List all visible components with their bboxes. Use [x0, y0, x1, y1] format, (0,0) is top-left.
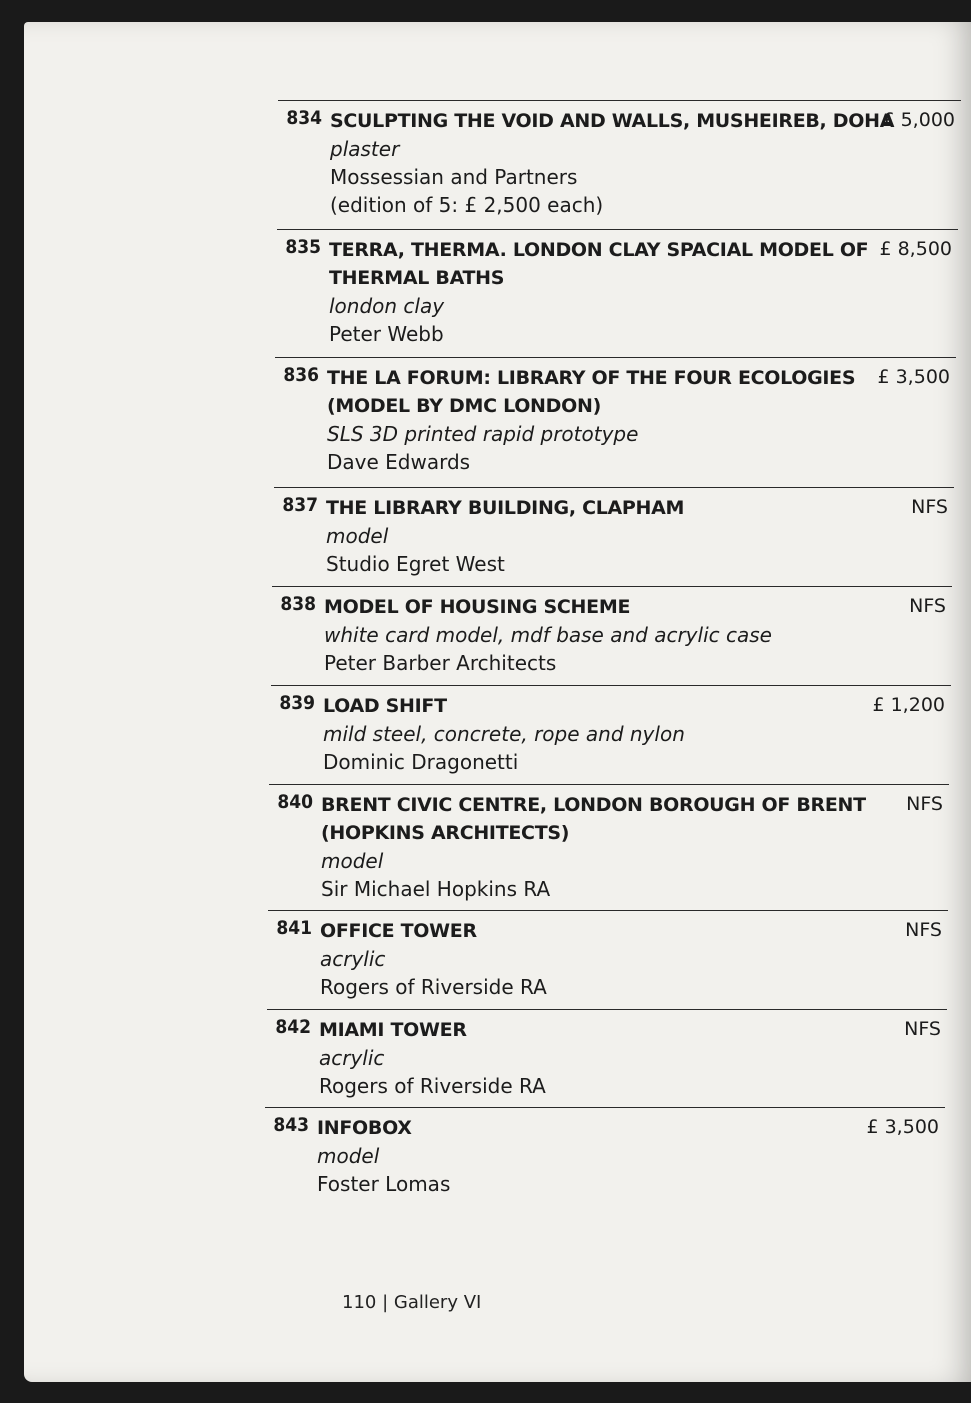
entry-number: 834: [286, 107, 322, 129]
entry-title: INFOBOX: [317, 1117, 412, 1139]
catalogue-entry-836: [275, 357, 956, 488]
entry-title: MIAMI TOWER: [319, 1019, 467, 1041]
entry-price: NFS: [904, 1018, 941, 1040]
entry-artist: Dave Edwards: [327, 450, 471, 474]
catalogue-entry-835: [277, 229, 958, 358]
entry-material: SLS 3D printed rapid prototype: [327, 422, 639, 446]
entry-title: LOAD SHIFT: [323, 695, 447, 717]
entry-material: plaster: [330, 137, 400, 161]
entry-number: 842: [275, 1016, 311, 1038]
entry-artist: Dominic Dragonetti: [323, 750, 519, 774]
entry-title: THE LIBRARY BUILDING, CLAPHAM: [326, 497, 685, 519]
entry-material: london clay: [329, 294, 445, 318]
entry-material: model: [317, 1144, 380, 1168]
catalogue-entry-838: [272, 586, 952, 685]
entry-material: model: [321, 849, 384, 873]
entry-price: NFS: [911, 496, 948, 518]
entry-price: £ 1,200: [872, 694, 945, 716]
entry-artist: Foster Lomas: [317, 1172, 451, 1196]
entry-artist: Peter Webb: [329, 322, 444, 346]
entry-number: 835: [285, 236, 321, 258]
catalogue-entry-834: [278, 100, 961, 229]
page-footer: 110 | Gallery VI: [342, 1292, 482, 1313]
entry-artist: Rogers of Riverside RA: [320, 975, 547, 999]
entry-material: acrylic: [319, 1046, 385, 1070]
entry-price: £ 3,500: [866, 1116, 939, 1138]
entry-title: SCULPTING THE VOID AND WALLS, MUSHEIREB, DOHA: [330, 110, 895, 132]
entry-price: £ 3,500: [877, 366, 950, 388]
entry-artist: Studio Egret West: [326, 552, 505, 576]
entry-price: £ 5,000: [882, 109, 955, 131]
entry-artist: Peter Barber Architects: [324, 651, 557, 675]
catalogue-entry-842: [267, 1009, 947, 1108]
entry-price: NFS: [905, 919, 942, 941]
entry-edition-note: (edition of 5: £ 2,500 each): [330, 193, 604, 217]
entry-title: TERRA, THERMA. LONDON CLAY SPACIAL MODEL OF THERMAL BATHS: [329, 239, 869, 289]
entry-number: 838: [280, 593, 316, 615]
entry-material: model: [326, 524, 389, 548]
entry-price: NFS: [909, 595, 946, 617]
entry-number: 841: [276, 917, 312, 939]
catalogue-entry-843: [265, 1107, 945, 1206]
entry-material: acrylic: [320, 947, 386, 971]
catalogue-entry-840: [269, 784, 949, 911]
catalogue-page: [24, 22, 971, 1382]
entry-material: white card model, mdf base and acrylic case: [324, 623, 772, 647]
entry-number: 840: [277, 791, 313, 813]
entry-artist: Sir Michael Hopkins RA: [321, 877, 551, 901]
entry-artist: Mossessian and Partners: [330, 165, 578, 189]
catalogue-entry-837: [274, 487, 954, 586]
entry-price: NFS: [906, 793, 943, 815]
entry-price: £ 8,500: [879, 238, 952, 260]
catalogue-entry-841: [268, 910, 948, 1009]
entry-number: 837: [282, 494, 318, 516]
entry-material: mild steel, concrete, rope and nylon: [323, 722, 685, 746]
entry-number: 839: [279, 692, 315, 714]
entry-artist: Rogers of Riverside RA: [319, 1074, 546, 1098]
entry-title: THE LA FORUM: LIBRARY OF THE FOUR ECOLOGIES (MODEL BY DMC LONDON): [327, 367, 856, 417]
entry-title: OFFICE TOWER: [320, 920, 477, 942]
entry-number: 836: [283, 364, 319, 386]
entry-title: BRENT CIVIC CENTRE, LONDON BOROUGH OF BRENT (HOPKINS ARCHITECTS): [321, 794, 866, 844]
entry-title: MODEL OF HOUSING SCHEME: [324, 596, 631, 618]
catalogue-entry-839: [271, 685, 951, 784]
entry-number: 843: [273, 1114, 309, 1136]
